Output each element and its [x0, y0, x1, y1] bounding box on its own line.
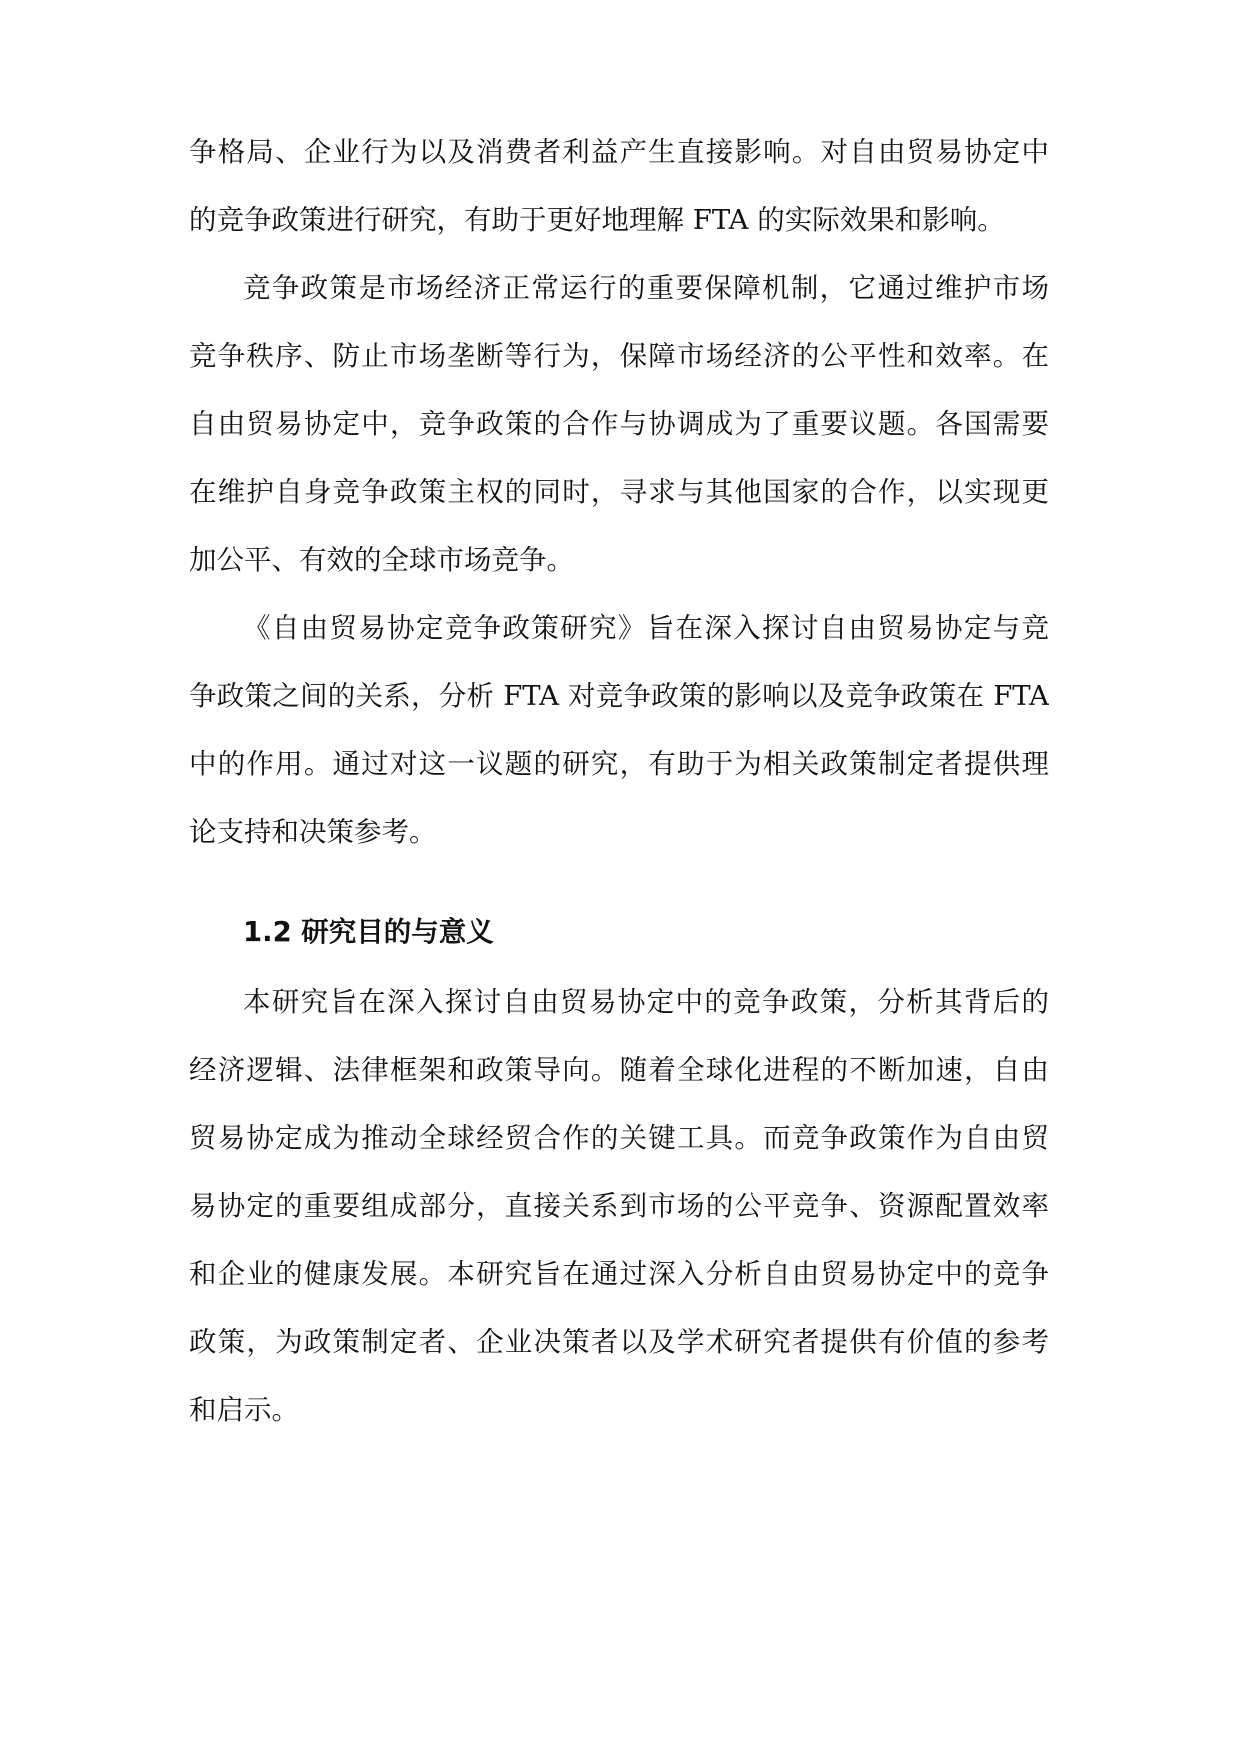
paragraph-3-line-3: 中的作用。通过对这一议题的研究，有助于为相关政策制定者提供理: [189, 748, 1049, 780]
paragraph-3-line-1: 《自由贸易协定竞争政策研究》旨在深入探讨自由贸易协定与竞: [243, 612, 1049, 644]
paragraph-2-line-5: 加公平、有效的全球市场竞争。: [189, 544, 574, 576]
paragraph-1-line-1: 争格局、企业行为以及消费者利益产生直接影响。对自由贸易协定中: [189, 136, 1049, 168]
paragraph-2-line-2: 竞争秩序、防止市场垄断等行为，保障市场经济的公平性和效率。在: [189, 340, 1049, 372]
paragraph-3-line-4: 论支持和决策参考。: [189, 816, 437, 848]
section-paragraph-line-4: 易协定的重要组成部分，直接关系到市场的公平竞争、资源配置效率: [189, 1190, 1049, 1222]
paragraph-1-line-2: 的竞争政策进行研究，有助于更好地理解 FTA 的实际效果和影响。: [189, 204, 1005, 236]
section-paragraph-line-1: 本研究旨在深入探讨自由贸易协定中的竞争政策，分析其背后的: [243, 986, 1049, 1018]
section-paragraph-line-7: 和启示。: [189, 1394, 299, 1426]
paragraph-2-line-4: 在维护自身竞争政策主权的同时，寻求与其他国家的合作，以实现更: [189, 476, 1049, 508]
paragraph-3-line-2: 争政策之间的关系，分析 FTA 对竞争政策的影响以及竞争政策在 FTA: [189, 680, 1049, 712]
section-paragraph-line-3: 贸易协定成为推动全球经贸合作的关键工具。而竞争政策作为自由贸: [189, 1122, 1049, 1154]
section-paragraph-line-6: 政策，为政策制定者、企业决策者以及学术研究者提供有价值的参考: [189, 1326, 1049, 1358]
section-paragraph-line-2: 经济逻辑、法律框架和政策导向。随着全球化进程的不断加速，自由: [189, 1054, 1049, 1086]
paragraph-2-line-1: 竞争政策是市场经济正常运行的重要保障机制，它通过维护市场: [243, 272, 1049, 304]
section-heading: 1.2 研究目的与意义: [243, 916, 494, 948]
section-paragraph-line-5: 和企业的健康发展。本研究旨在通过深入分析自由贸易协定中的竞争: [189, 1258, 1049, 1290]
paragraph-2-line-3: 自由贸易协定中，竞争政策的合作与协调成为了重要议题。各国需要: [189, 408, 1049, 440]
